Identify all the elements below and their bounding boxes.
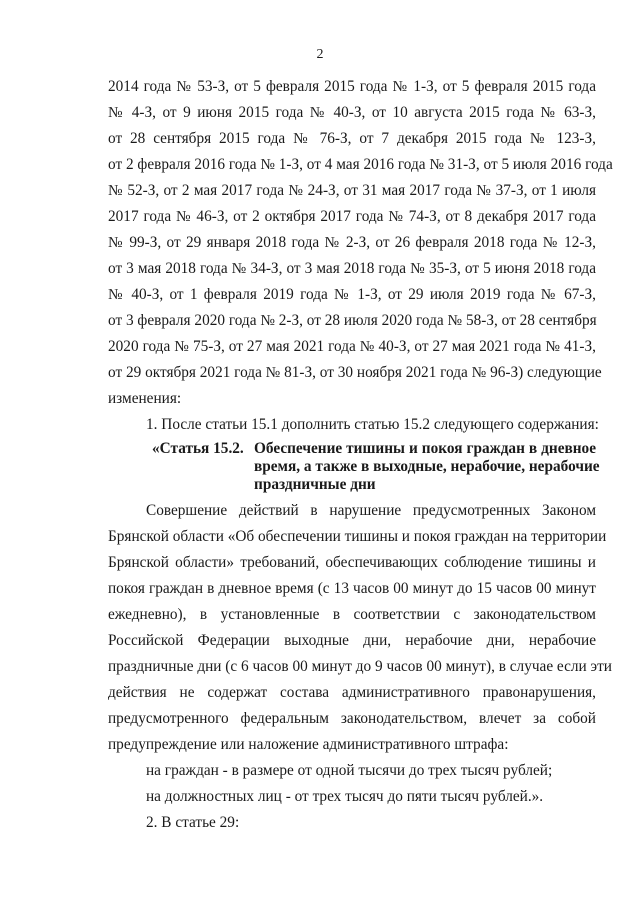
intro-line: 2020 года № 75-З, от 27 мая 2021 года № 40-З, от 27 мая 2021 года № 41-З,	[108, 338, 596, 355]
intro-line: 2014 года № 53-З, от 5 февраля 2015 года № 1-З, от 5 февраля 2015 года	[108, 78, 596, 95]
intro-line: № 40-З, от 1 февраля 2019 года № 1-З, от 29 июля 2019 года № 67-З,	[108, 286, 596, 303]
body-line: предупреждение или наложение административного штрафа:	[108, 736, 509, 753]
point-1: 1. После статьи 15.1 дополнить статью 15.2 следующего содержания:	[146, 416, 599, 433]
article-title-line: время, а также в выходные, нерабочие, нерабочие	[254, 458, 600, 475]
body-line: Брянской области «Об обеспечении тишины и покоя граждан на территории	[108, 528, 607, 545]
intro-line: № 4-З, от 9 июня 2015 года № 40-З, от 10 августа 2015 года № 63-З,	[108, 104, 596, 121]
article-title-line: праздничные дни	[254, 476, 376, 493]
body-line: Российской Федерации выходные дни, нерабочие дни, нерабочие	[108, 632, 596, 649]
point-2: 2. В статье 29:	[146, 814, 240, 831]
body-line: покоя граждан в дневное время (с 13 часов 00 минут до 15 часов 00 минут	[108, 580, 596, 597]
article-label: «Статья 15.2.	[152, 440, 244, 457]
intro-line: № 52-З, от 2 мая 2017 года № 24-З, от 31 мая 2017 года № 37-З, от 1 июля	[108, 182, 596, 199]
body-line: Совершение действий в нарушение предусмотренных Законом	[146, 502, 596, 519]
page-number: 2	[316, 47, 324, 62]
body-line: Брянской области» требований, обеспечивающих соблюдение тишины и	[108, 554, 596, 571]
body-line: праздничные дни (с 6 часов 00 минут до 9 часов 00 минут), в случае если эти	[108, 658, 612, 675]
intro-line: от 3 мая 2018 года № 34-З, от 3 мая 2018 года № 35-З, от 5 июня 2018 года	[108, 260, 596, 277]
intro-line: 2017 года № 46-З, от 2 октября 2017 года № 74-З, от 8 декабря 2017 года	[108, 208, 596, 225]
body-line: предусмотренного федеральным законодательством, влечет за собой	[108, 710, 596, 727]
body-line: действия не содержат состава административного правонарушения,	[108, 684, 596, 701]
article-title-line: Обеспечение тишины и покоя граждан в дневное	[254, 440, 596, 457]
penalty-line: на граждан - в размере от одной тысячи до трех тысяч рублей;	[146, 762, 553, 779]
intro-line: от 3 февраля 2020 года № 2-З, от 28 июля 2020 года № 58-З, от 28 сентября	[108, 312, 597, 329]
body-line: ежедневно), в установленные в соответствии с законодательством	[108, 606, 596, 623]
intro-line: от 28 сентября 2015 года № 76-З, от 7 декабря 2015 года № 123-З,	[108, 130, 596, 147]
intro-line: изменения:	[108, 390, 182, 407]
intro-line: № 99-З, от 29 января 2018 года № 2-З, от 26 февраля 2018 года № 12-З,	[108, 234, 596, 251]
intro-line: от 2 февраля 2016 года № 1-З, от 4 мая 2016 года № 31-З, от 5 июля 2016 года	[108, 156, 613, 173]
penalty-line: на должностных лиц - от трех тысяч до пяти тысяч рублей.».	[146, 788, 544, 805]
intro-line: от 29 октября 2021 года № 81-З, от 30 ноября 2021 года № 96-З) следующие	[108, 364, 602, 381]
